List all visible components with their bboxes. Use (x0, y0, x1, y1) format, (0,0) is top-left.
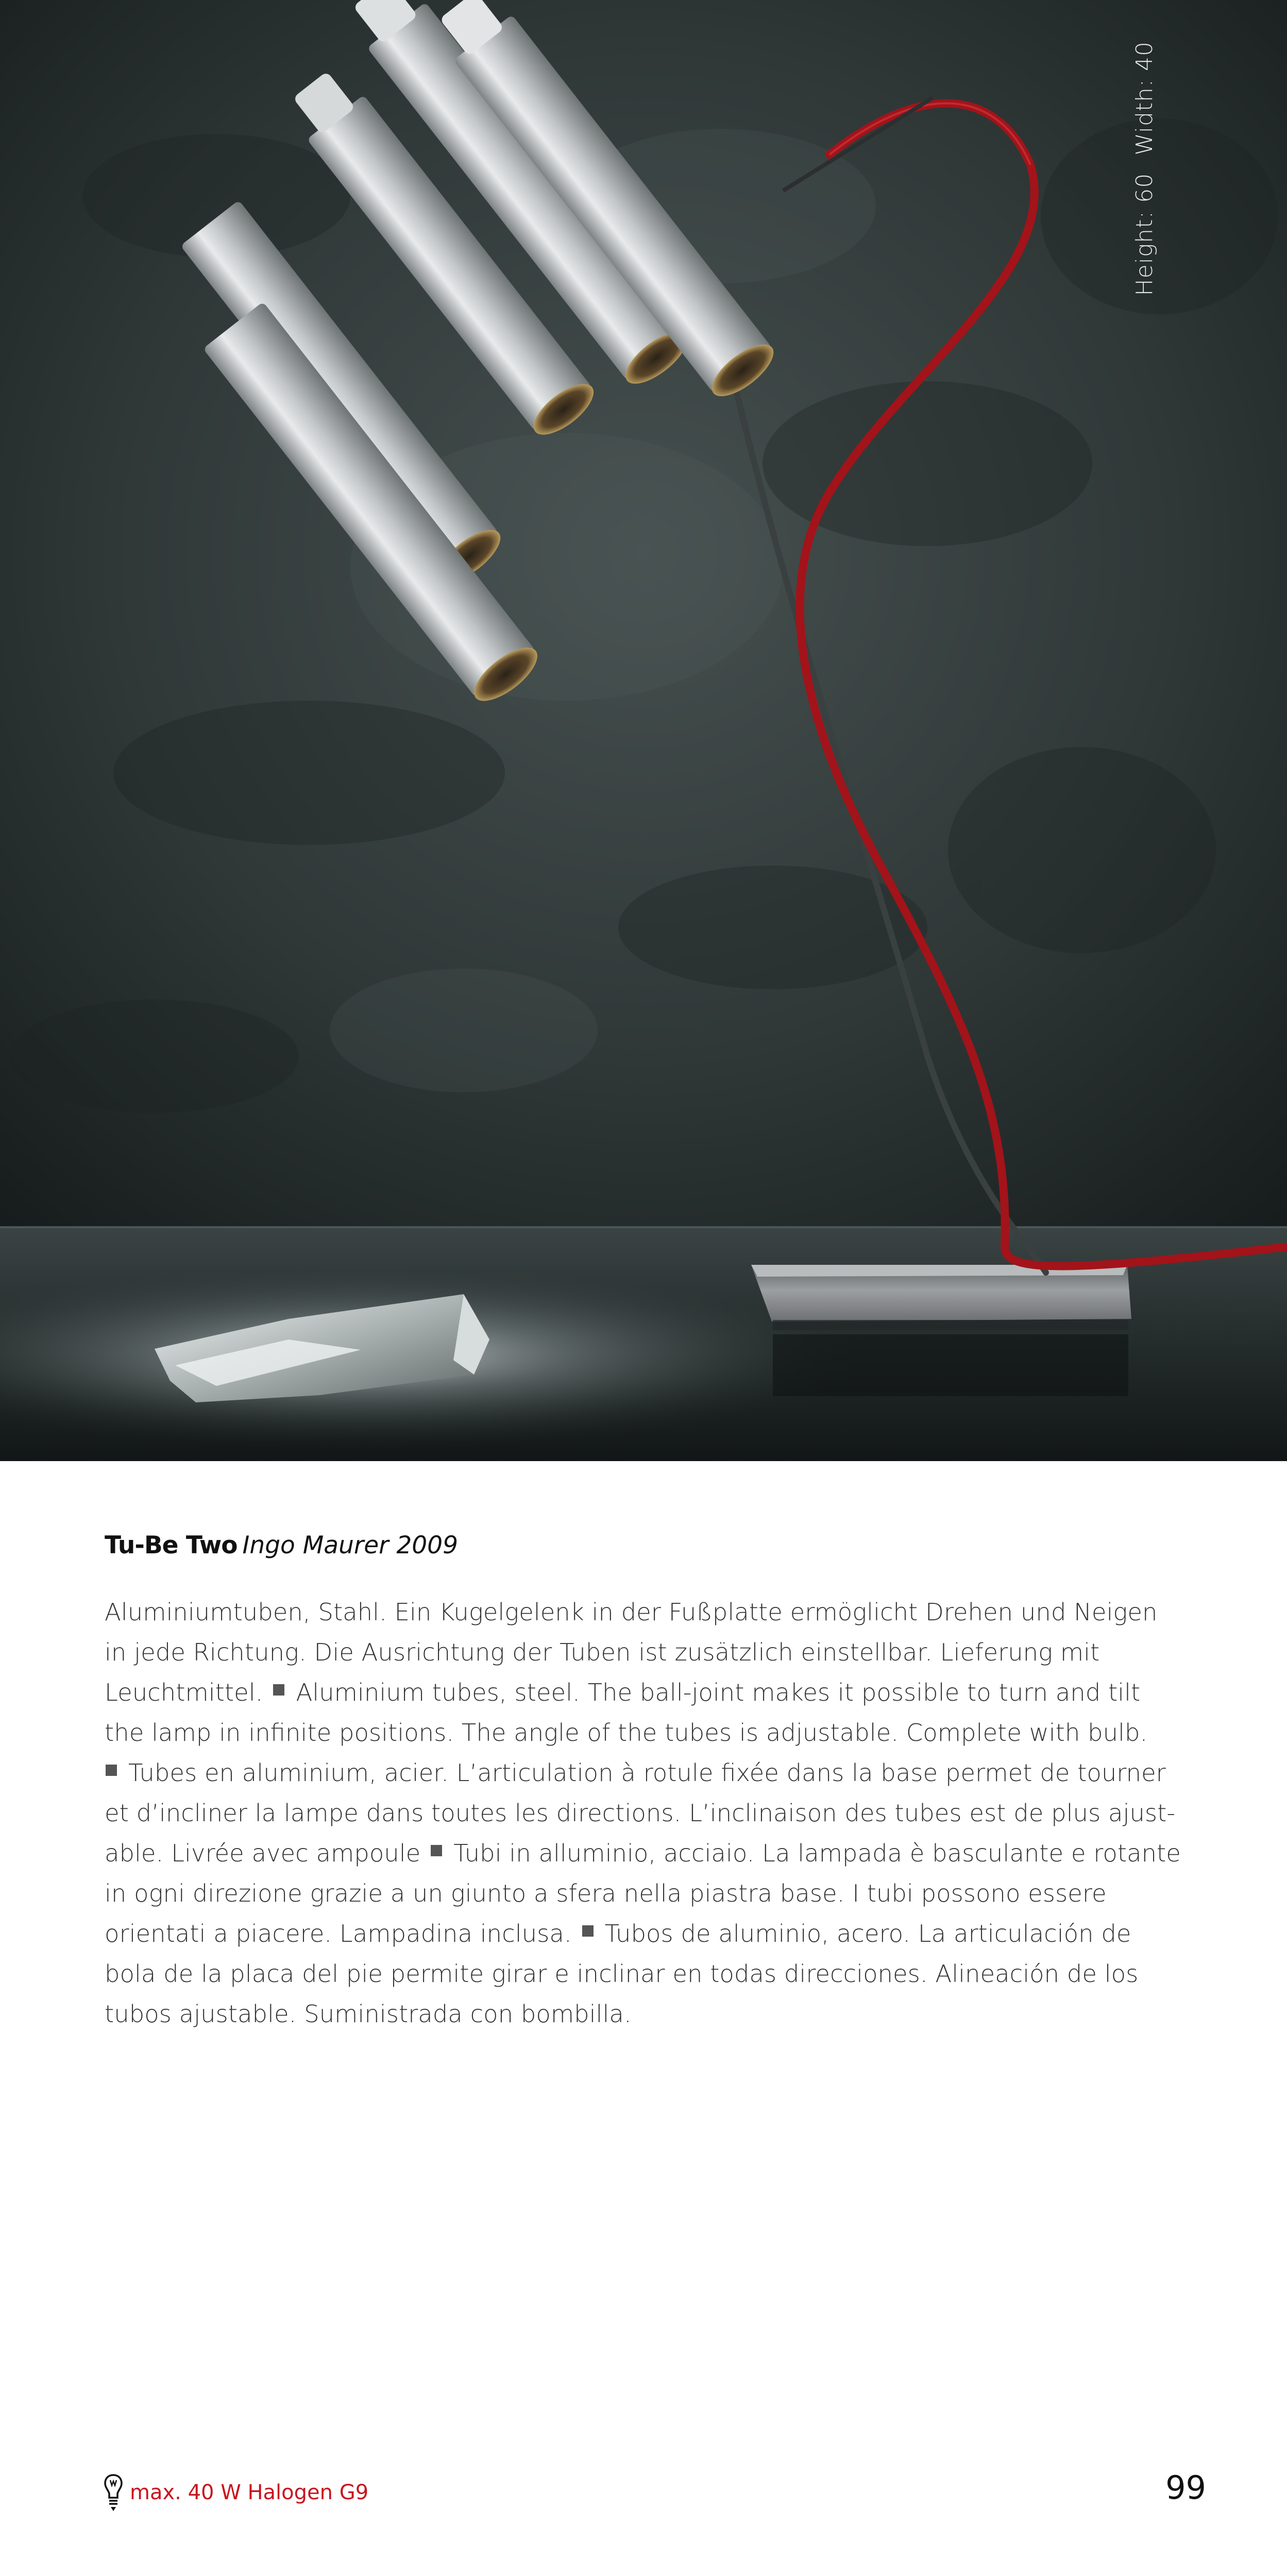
description-line (105, 1954, 1139, 1994)
separator-square-icon (582, 1925, 594, 1937)
separator-square-icon (273, 1684, 284, 1696)
width-value: Width: 40 (1131, 41, 1158, 156)
product-name: Tu-Be Two (105, 1531, 238, 1560)
description-line (105, 1753, 1166, 1793)
product-designer: Ingo Maurer 2009 (242, 1531, 458, 1560)
description-text: Tubi in alluminio, acciaio. La lampada è basculante e rotante (453, 1839, 1181, 1867)
description-line (105, 1632, 1135, 1672)
description-text: able. Livrée avec ampoule (105, 1839, 421, 1867)
description-line (105, 1873, 1135, 1913)
description-line (105, 1833, 1181, 1873)
separator-square-icon (106, 1765, 117, 1776)
description-text: Tubes en aluminium, acier. L’articulation à rotule fixée dans la base permet de tourner (128, 1759, 1166, 1787)
description-text: et d’incliner la lampe dans toutes les directions. L’inclinaison des tubes est de plus ajust- (105, 1799, 1176, 1827)
description-text: the lamp in infinite positions. The angle of the tubes is adjustable. Complete with bulb. (105, 1719, 1148, 1747)
separator-square-icon (431, 1845, 442, 1856)
description-line (105, 1994, 1135, 2034)
page-number: 99 (1165, 2469, 1206, 2506)
description-line (105, 1793, 1176, 1833)
description-text: bola de la placa del pie permite girar e inclinar en todas direcciones. Alineación de los (105, 1960, 1139, 1988)
description-text: Aluminium tubes, steel. The ball-joint makes it possible to turn and tilt (296, 1679, 1141, 1706)
description-line (105, 1713, 1148, 1753)
description-text: orientati a piacere. Lampadina inclusa. (105, 1920, 572, 1947)
description-text: tubos ajustable. Suministrada con bombilla. (105, 2000, 632, 2028)
description-line (105, 1913, 1135, 1954)
description-text: Leuchtmittel. (105, 1679, 263, 1706)
description-text: Aluminiumtuben, Stahl. Ein Kugelgelenk in der Fußplatte ermöglicht Drehen und Neigen (105, 1598, 1158, 1626)
description-line (105, 1672, 1141, 1713)
description-text: Tubos de aluminio, acero. La articulación de (604, 1920, 1131, 1947)
product-heading (105, 1531, 458, 1560)
bulb-specification: max. 40 W Halogen G9 (130, 2481, 369, 2504)
light-bulb-icon (103, 2473, 124, 2514)
description-text: in jede Richtung. Die Ausrichtung der Tuben ist zusätzlich einstellbar. Lieferung mit (105, 1638, 1100, 1666)
height-value: Height: 60 (1131, 173, 1158, 296)
description-text: in ogni direzione grazie a un giunto a sfera nella piastra base. I tubi possono essere (105, 1879, 1107, 1907)
description-line (105, 1592, 1158, 1632)
product-description (105, 1592, 1181, 2034)
